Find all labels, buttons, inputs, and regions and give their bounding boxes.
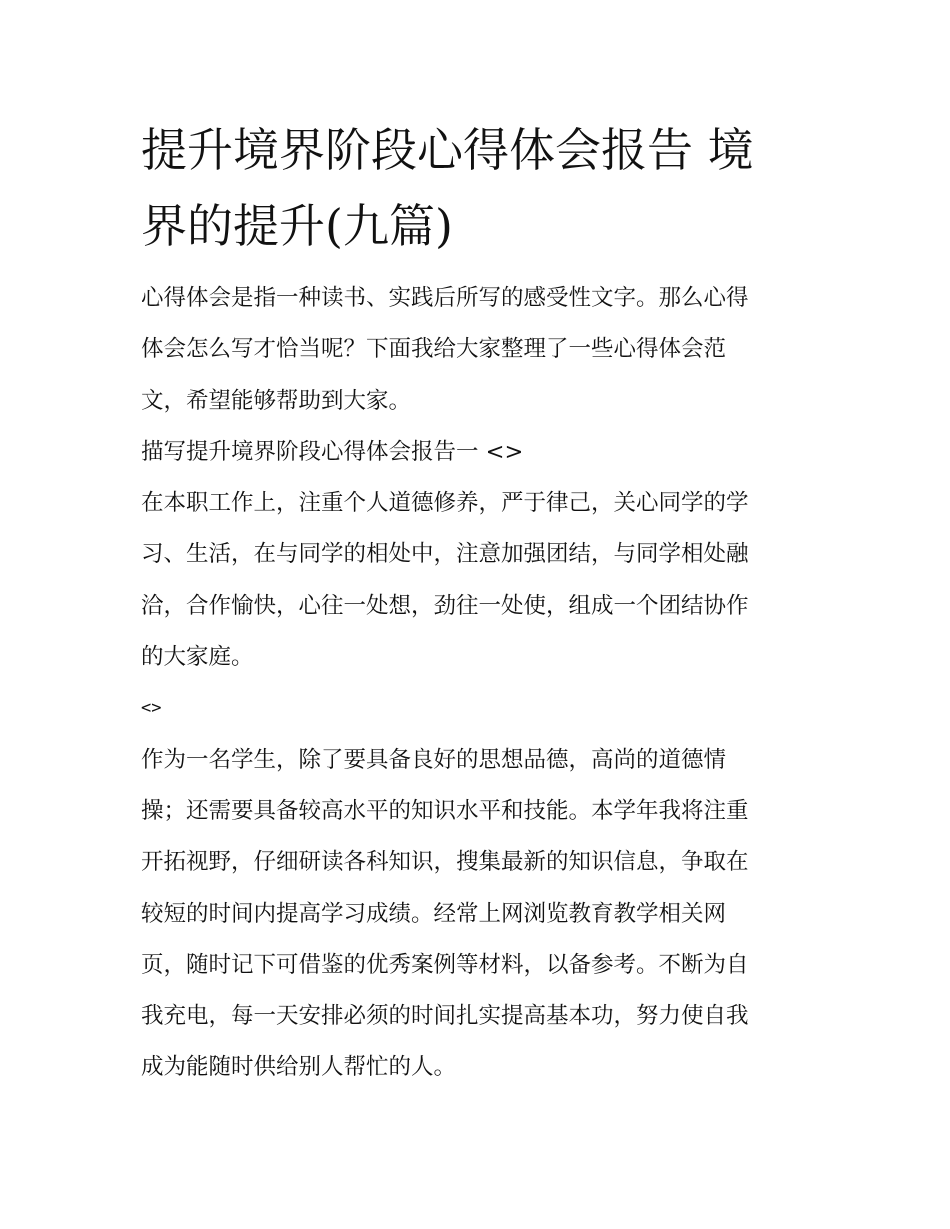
paragraph-line: 页，随时记下可借鉴的优秀案例等材料，以备参考。不断为自 [141, 951, 749, 978]
paragraph-line: 的大家庭。 [141, 644, 254, 671]
document-title [141, 112, 813, 264]
intro-line: 心得体会是指一种读书、实践后所写的感受性文字。那么心得 [141, 285, 749, 311]
paragraph-line: 在本职工作上，注重个人道德修养，严于律己，关心同学的学 [141, 490, 749, 517]
title-line: 界的提升(九篇) [141, 199, 453, 253]
section-heading: 描写提升境界阶段心得体会报告一 <> [141, 438, 524, 465]
document-body [141, 273, 813, 1094]
paragraph-line: 作为一名学生，除了要具备良好的思想品德，高尚的道德情 [141, 746, 727, 773]
paragraph-line: 习、生活，在与同学的相处中，注意加强团结，与同学相处融 [141, 541, 749, 568]
paragraph-line: 我充电，每一天安排必须的时间扎实提高基本功，努力使自我 [141, 1003, 749, 1030]
paragraph-line: 洽，合作愉快，心往一处想，劲往一处使，组成一个团结协作 [141, 592, 749, 619]
intro-line: 体会怎么写才恰当呢？下面我给大家整理了一些心得体会范 [141, 336, 727, 363]
intro-line: 文，希望能够帮助到大家。 [141, 387, 412, 414]
title-line: 提升境界阶段心得体会报告 境 [141, 123, 754, 177]
paragraph-line: 较短的时间内提高学习成绩。经常上网浏览教育教学相关网 [141, 900, 727, 927]
paragraph-line: 成为能随时供给别人帮忙的人。 [141, 1054, 457, 1081]
placeholder-marker: <> [141, 698, 162, 719]
document-content [141, 112, 813, 1094]
paragraph-line: 操；还需要具备较高水平的知识水平和技能。本学年我将注重 [141, 797, 749, 824]
paragraph-line: 开拓视野，仔细研读各科知识，搜集最新的知识信息，争取在 [141, 849, 749, 876]
